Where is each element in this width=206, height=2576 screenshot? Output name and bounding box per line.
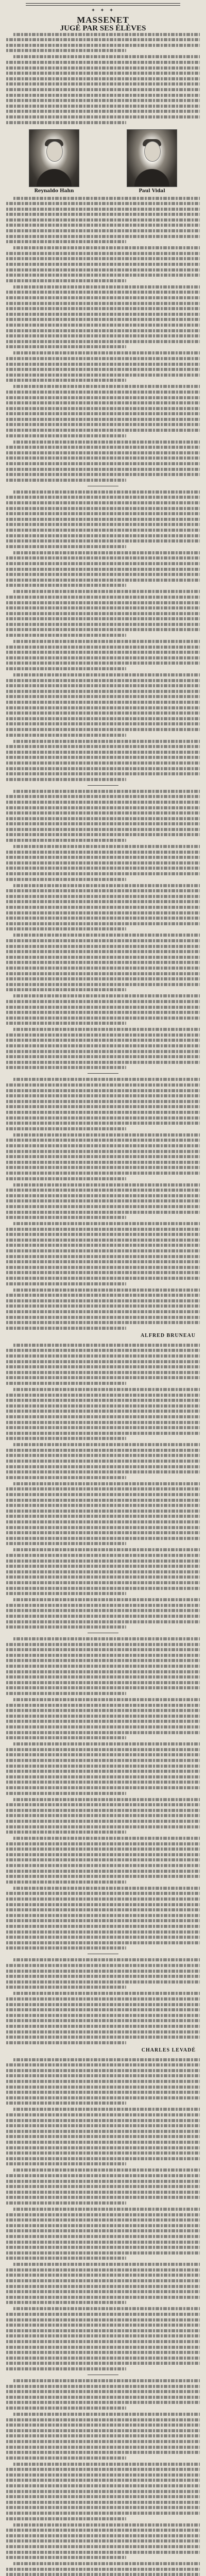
body-sections [5,1344,201,2044]
body-paragraph [6,2108,200,2165]
intro-paragraph [6,33,200,53]
body-paragraph [6,934,200,991]
body-sections [5,197,201,1330]
body-paragraph [6,385,200,437]
body-paragraph [6,790,200,842]
body-paragraph [6,1388,200,1440]
body-paragraph [6,994,200,1025]
portrait-name: Reynaldo Hahn [34,188,74,194]
body-paragraph [6,1482,200,1546]
body-paragraph [6,246,200,282]
portrait-name: Paul Vidal [139,188,165,194]
body-paragraph [6,2307,200,2370]
body-paragraph [6,2168,200,2205]
article-headline [5,15,201,33]
body-paragraph [6,1078,200,1130]
body-sections [5,2058,201,2576]
body-paragraph [6,1133,200,1180]
body-paragraph [6,1742,200,1794]
section-separator [88,785,118,786]
body-paragraph [6,2463,200,2520]
body-paragraph [6,490,200,548]
portraits-row [5,129,201,194]
signature: ALFRED BRUNEAU [140,1332,196,1338]
headline-line-2: JUGÉ PAR SES ÉLÈVES [60,24,146,32]
body-paragraph [6,351,200,382]
portrait-left [15,129,93,194]
body-paragraph [6,1028,200,1069]
body-paragraph [6,1289,200,1330]
headline-line-1: MASSENET [77,15,129,25]
body-paragraph [6,551,200,587]
body-paragraph [6,1837,200,1884]
body-paragraph [6,1598,200,1629]
body-paragraph [6,2562,200,2576]
section-separator [88,1073,118,1074]
body-paragraph [6,1958,200,1989]
body-paragraph [6,440,200,482]
body-paragraph [6,55,200,124]
body-paragraph [6,845,200,881]
portrait-right [113,129,191,194]
body-paragraph [6,740,200,781]
body-paragraph [6,2413,200,2460]
body-paragraph [6,884,200,931]
body-paragraph [6,2523,200,2560]
body-paragraph [6,673,200,737]
body-paragraph [6,1992,200,2044]
ornament: ✦ ✦ ✦ [91,8,115,13]
signature: CHARLES LEVADÉ [141,2047,196,2053]
body-paragraph [6,1698,200,1739]
portrait-photo [127,129,177,187]
body-paragraph [6,2379,200,2410]
body-paragraph [6,1183,200,1219]
top-rule [26,3,180,6]
body-paragraph [6,285,200,349]
body-paragraph [6,197,200,244]
body-paragraph [6,1548,200,1595]
body-paragraph [6,1887,200,1950]
body-paragraph [6,1798,200,1834]
body-paragraph [6,1637,200,1695]
body-paragraph [6,2263,200,2304]
body-paragraph [6,640,200,670]
body-paragraph [6,1222,200,1285]
portrait-photo [29,129,79,187]
body-paragraph [6,1344,200,1385]
body-paragraph [6,1443,200,1479]
body-paragraph [6,2058,200,2105]
body-paragraph [6,2208,200,2260]
body-paragraph [6,590,200,637]
